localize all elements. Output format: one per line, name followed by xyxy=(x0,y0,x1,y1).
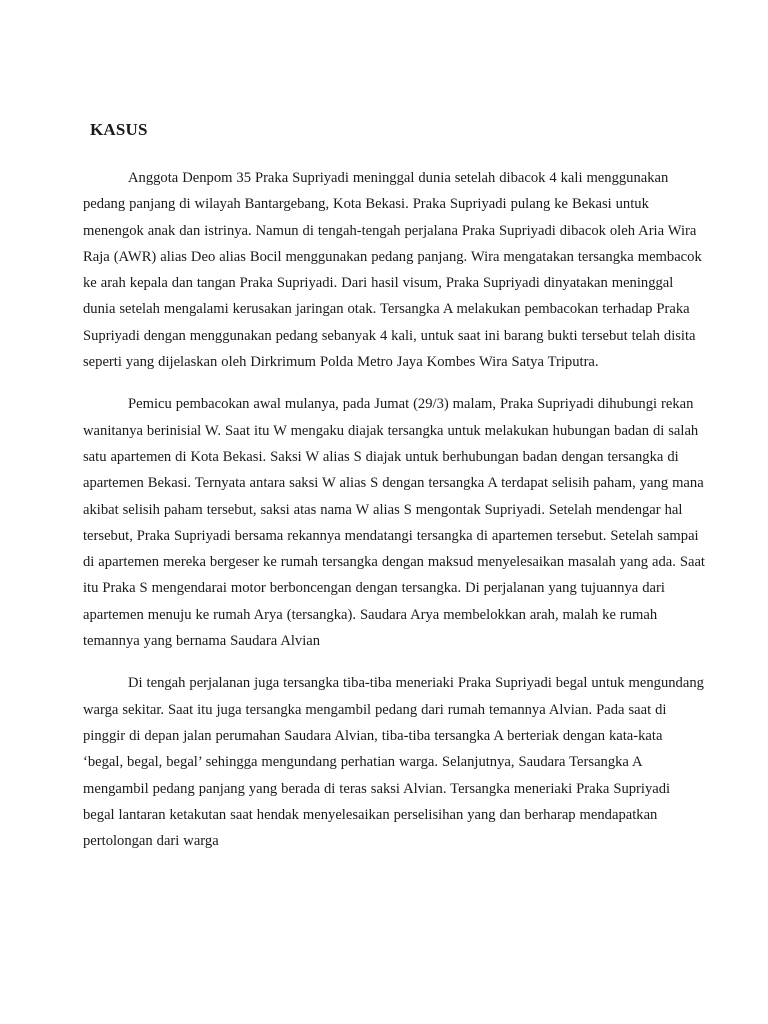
paragraph-3: Di tengah perjalanan juga tersangka tiba-tiba meneriaki Praka Supriyadi begal untuk mengundang warga sekitar. Saat itu juga tersangka mengambil pedang dari rumah temannya Alvian. Pada saat di pinggir di depan jalan perumahan Saudara Alvian, tiba-tiba tersangka A berteriak dengan kata-kata ‘begal, begal, begal’ sehingga mengundang perhatian warga. Selanjutnya, Saudara Tersangka A mengambil pedang panjang yang berada di teras saksi Alvian. Tersangka meneriaki Praka Supriyadi begal lantaran ketakutan saat hendak menyelesaikan perselisihan yang dan berharap mendapatkan pertolongan dari warga xyxy=(83,675,704,850)
document-heading: KASUS xyxy=(90,120,148,139)
paragraph-2: Pemicu pembacokan awal mulanya, pada Jumat (29/3) malam, Praka Supriyadi dihubungi rekan wanitanya berinisial W. Saat itu W mengaku diajak tersangka untuk melakukan hubungan badan di salah satu apartemen di Kota Bekasi. Saksi W alias S diajak untuk berhubungan badan dengan tersangka di apartemen Bekasi. Ternyata antara saksi W alias S dengan tersangka A terdapat selisih paham, yang mana akibat selisih paham tersebut, saksi atas nama W alias S mengontak Supriyadi. Setelah mendengar hal tersebut, Praka Supriyadi bersama rekannya mendatangi tersangka di apartemen tersebut. Setelah sampai di apartemen mereka bergeser ke rumah tersangka dengan maksud menyelesaikan masalah yang ada. Saat itu Praka S mengendarai motor berboncengan dengan tersangka. Di perjalanan yang tujuannya dari apartemen menuju ke rumah Arya (tersangka). Saudara Arya membelokkan arah, malah ke rumah temannya yang bernama Saudara Alvian xyxy=(83,396,705,650)
document-body xyxy=(83,165,705,870)
paragraph-1: Anggota Denpom 35 Praka Supriyadi meninggal dunia setelah dibacok 4 kali menggunakan pedang panjang di wilayah Bantargebang, Kota Bekasi. Praka Supriyadi pulang ke Bekasi untuk menengok anak dan istrinya. Namun di tengah-tengah perjalana Praka Supriyadi dibacok oleh Aria Wira Raja (AWR) alias Deo alias Bocil menggunakan pedang panjang. Wira mengatakan tersangka membacok ke arah kepala dan tangan Praka Supriyadi. Dari hasil visum, Praka Supriyadi dinyatakan meninggal dunia setelah mengalami kerusakan jaringan otak. Tersangka A melakukan pembacokan terhadap Praka Supriyadi dengan menggunakan pedang sebanyak 4 kali, untuk saat ini barang bukti tersebut telah disita seperti yang dijelaskan oleh Dirkrimum Polda Metro Jaya Kombes Wira Satya Triputra. xyxy=(83,170,702,371)
